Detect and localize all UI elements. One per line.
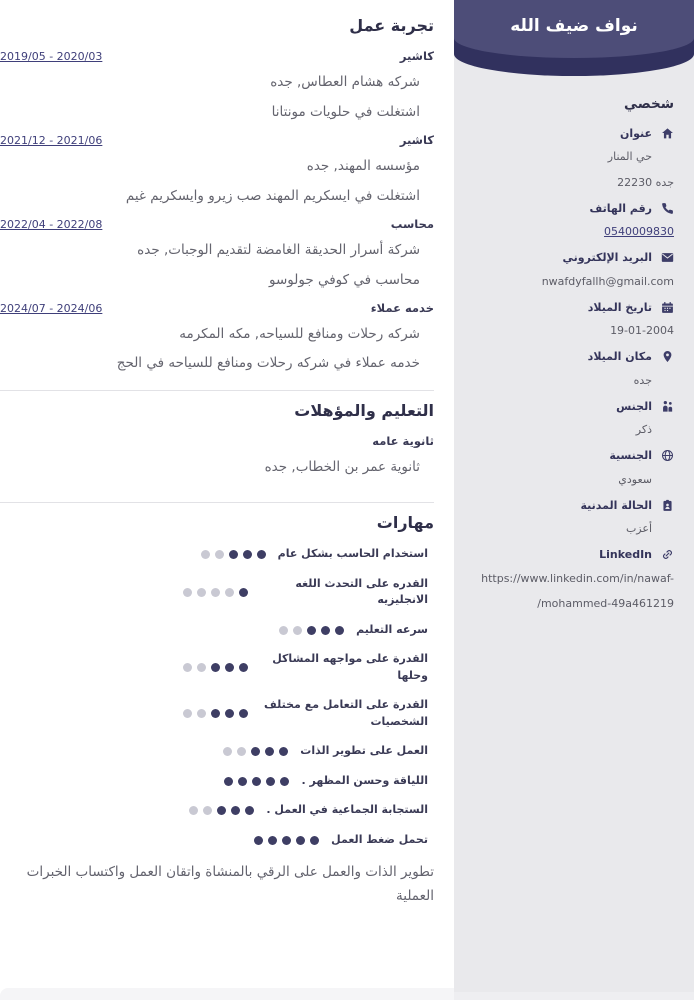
skill-label: سرعه التعليم (356, 622, 428, 636)
skill-label: القدرة على التعامل مع مختلف الشخصيات (264, 698, 428, 728)
rating-dot-filled (251, 747, 260, 756)
job-header (0, 133, 434, 147)
rating-dot-empty (201, 550, 210, 559)
id-badge-icon (660, 498, 674, 512)
rating-dot-empty (197, 663, 206, 672)
envelope-icon (660, 251, 674, 265)
skill-rating-dots (189, 806, 254, 815)
divider (0, 502, 434, 503)
education-degree: ثانوية عامه (372, 434, 434, 449)
job-dates-link[interactable]: 2021/12 - 2021/06 (0, 133, 103, 147)
page-bottom-edge-side (454, 992, 694, 1000)
rating-dot-filled (335, 626, 344, 635)
skill-label: القدرة على مواجهه المشاكل وحلها (272, 652, 428, 682)
personal-detail-label: البريد الإلكتروني (562, 251, 652, 264)
experience-list (0, 49, 434, 374)
job-company: مؤسسه المهند, جده (306, 157, 420, 174)
personal-detail-value: 19-01-2004 (610, 324, 674, 337)
rating-dot-filled (321, 626, 330, 635)
personal-detail-value: حي المنار (607, 150, 652, 163)
personal-detail-item (468, 548, 674, 613)
rating-dot-filled (225, 663, 234, 672)
skill-rating-dots (279, 626, 344, 635)
rating-dot-empty (189, 806, 198, 815)
personal-detail-header (468, 548, 674, 562)
skill-row (0, 773, 428, 790)
education-section-title: التعليم والمؤهلات (294, 401, 434, 421)
page-bottom-edge (0, 988, 454, 1000)
rating-dot-filled (238, 777, 247, 786)
skill-label: العمل على تطوير الذات (300, 744, 428, 758)
skill-rating-dots (223, 747, 288, 756)
rating-dot-filled (282, 836, 291, 845)
personal-details-list (468, 126, 674, 613)
rating-dot-filled (224, 777, 233, 786)
divider (0, 390, 434, 391)
job-description: اشتغلت في حلويات مونتانا (271, 103, 420, 120)
phone-icon (660, 201, 674, 215)
rating-dot-filled (279, 747, 288, 756)
rating-dot-filled (266, 777, 275, 786)
skill-row (0, 546, 428, 563)
personal-detail-label: عنوان (619, 126, 652, 140)
personal-detail-item (468, 498, 674, 538)
sidebar-header (454, 0, 694, 82)
personal-detail-value-link[interactable]: 0540009830 (604, 225, 674, 238)
rating-dot-filled (257, 550, 266, 559)
job-role: كاشير (399, 132, 434, 147)
personal-detail-value: /mohammed-49a461219 (537, 597, 674, 610)
education-list (0, 434, 434, 478)
personal-detail-label: رقم الهاتف (589, 201, 652, 215)
job-entry (0, 217, 434, 291)
personal-detail-header (468, 350, 674, 364)
personal-detail-header (468, 399, 674, 413)
personal-detail-item (468, 449, 674, 489)
personal-detail-item (468, 251, 674, 291)
job-description: اشتغلت في ايسكريم المهند صب زيرو وايسكريم غيم (125, 187, 420, 204)
location-pin-icon (660, 350, 674, 364)
personal-detail-label: الحالة المدنية (580, 498, 652, 512)
skills-summary: تطوير الذات والعمل على الرقي بالمنشاة واتقان العمل واكتساب الخبرات العملية (26, 864, 434, 904)
personal-detail-label: الجنس (616, 399, 652, 413)
job-header (0, 217, 434, 231)
link-icon (660, 548, 674, 562)
personal-detail-header (468, 201, 674, 215)
skill-label: اللياقة وحسن المظهر . (301, 773, 428, 787)
skills-list (0, 546, 434, 848)
job-description: خدمه عملاء في شركه رحلات ومنافع للسياحه في الحج (116, 355, 420, 372)
rating-dot-filled (296, 836, 305, 845)
personal-detail-value: https://www.linkedin.com/in/nawaf- (481, 571, 674, 585)
job-entry (0, 301, 434, 375)
personal-detail-value: أعزب (625, 522, 652, 535)
personal-detail-value: سعودي (618, 472, 652, 486)
job-company: شركه هشام العطاس, جده (270, 74, 420, 90)
skill-row (0, 743, 428, 760)
rating-dot-filled (280, 777, 289, 786)
rating-dot-empty (197, 709, 206, 718)
rating-dot-filled (239, 663, 248, 672)
job-company: شركه رحلات ومنافع للسياحه, مكه المكرمه (179, 325, 420, 342)
personal-detail-header (468, 498, 674, 512)
rating-dot-filled (252, 777, 261, 786)
personal-detail-label: تاريخ الميلاد (587, 300, 652, 314)
skill-row (0, 651, 428, 684)
job-entry (0, 133, 434, 207)
personal-detail-item (468, 126, 674, 191)
personal-detail-header (468, 449, 674, 463)
personal-detail-value: جده (633, 373, 652, 387)
skill-label: القدره على التحدث اللغه الانجليزيه (295, 576, 428, 607)
education-school: ثانوية عمر بن الخطاب, جده (264, 459, 420, 476)
rating-dot-empty (211, 588, 220, 597)
globe-icon (660, 449, 674, 463)
skill-rating-dots (183, 709, 248, 718)
education-entry (0, 434, 434, 478)
rating-dot-empty (223, 747, 232, 756)
rating-dot-filled (265, 747, 274, 756)
rating-dot-filled (231, 806, 240, 815)
personal-detail-label: مكان الميلاد (587, 350, 652, 363)
rating-dot-empty (279, 626, 288, 635)
skills-section-title: مهارات (376, 513, 434, 533)
personal-detail-label: الجنسية (609, 449, 652, 462)
sidebar-body (454, 82, 694, 613)
rating-dot-empty (183, 663, 192, 672)
rating-dot-filled (245, 806, 254, 815)
rating-dot-empty (203, 806, 212, 815)
rating-dot-filled (310, 836, 319, 845)
rating-dot-filled (211, 663, 220, 672)
sidebar (454, 0, 694, 1000)
skill-row (0, 802, 428, 819)
job-header (0, 301, 434, 315)
rating-dot-empty (197, 588, 206, 597)
skill-row (0, 576, 428, 609)
rating-dot-filled (211, 709, 220, 718)
personal-detail-item (468, 350, 674, 390)
skill-rating-dots (224, 777, 289, 786)
skill-rating-dots (183, 663, 248, 672)
rating-dot-empty (293, 626, 302, 635)
personal-detail-item (468, 300, 674, 340)
rating-dot-empty (237, 747, 246, 756)
job-header (0, 49, 434, 63)
gender-icon (660, 399, 674, 413)
skill-rating-dots (183, 588, 248, 597)
personal-detail-item (468, 201, 674, 241)
personal-detail-header (468, 300, 674, 314)
rating-dot-filled (229, 550, 238, 559)
rating-dot-filled (225, 709, 234, 718)
rating-dot-empty (183, 709, 192, 718)
rating-dot-filled (239, 588, 248, 597)
personal-detail-item (468, 399, 674, 439)
job-dates-link[interactable]: 2024/07 - 2024/06 (0, 301, 103, 315)
candidate-name: نواف ضيف الله (510, 16, 638, 36)
job-role: محاسب (390, 216, 434, 231)
rating-dot-empty (225, 588, 234, 597)
job-entry (0, 49, 434, 123)
rating-dot-empty (183, 588, 192, 597)
personal-detail-value: 22230 جده (617, 175, 674, 189)
skill-label: استخدام الحاسب بشكل عام (277, 547, 428, 561)
skill-row (0, 622, 428, 639)
job-role: خدمه عملاء (370, 300, 434, 315)
skill-rating-dots (254, 836, 319, 845)
job-description: محاسب في كوفي جولوسو (268, 271, 420, 288)
calendar-icon (660, 300, 674, 314)
job-company: شركة أسرار الحديقة الغامضة لتقديم الوجبات, جده (137, 241, 420, 258)
skill-rating-dots (201, 550, 266, 559)
skill-row (0, 697, 428, 730)
job-dates-link[interactable]: 2022/04 - 2022/08 (0, 217, 103, 231)
home-icon (660, 126, 674, 140)
personal-detail-value: ذكر (635, 423, 652, 436)
rating-dot-filled (243, 550, 252, 559)
personal-detail-header (468, 251, 674, 265)
rating-dot-filled (254, 836, 263, 845)
skill-label: الستجابة الجماعية في العمل . (266, 803, 428, 817)
personal-detail-header (468, 126, 674, 140)
rating-dot-filled (239, 709, 248, 718)
personal-detail-value: nwafdyfallh@gmail.com (541, 274, 674, 288)
personal-detail-label: LinkedIn (599, 548, 652, 561)
skill-row (0, 832, 428, 849)
skill-label: تحمل ضغط العمل (331, 832, 428, 846)
job-dates-link[interactable]: 2019/05 - 2020/03 (0, 50, 103, 63)
experience-section-title: تجربة عمل (349, 16, 434, 35)
rating-dot-empty (215, 550, 224, 559)
rating-dot-filled (217, 806, 226, 815)
personal-section-title: شخصي (624, 96, 674, 112)
rating-dot-filled (307, 626, 316, 635)
job-role: كاشير (399, 49, 434, 63)
rating-dot-filled (268, 836, 277, 845)
